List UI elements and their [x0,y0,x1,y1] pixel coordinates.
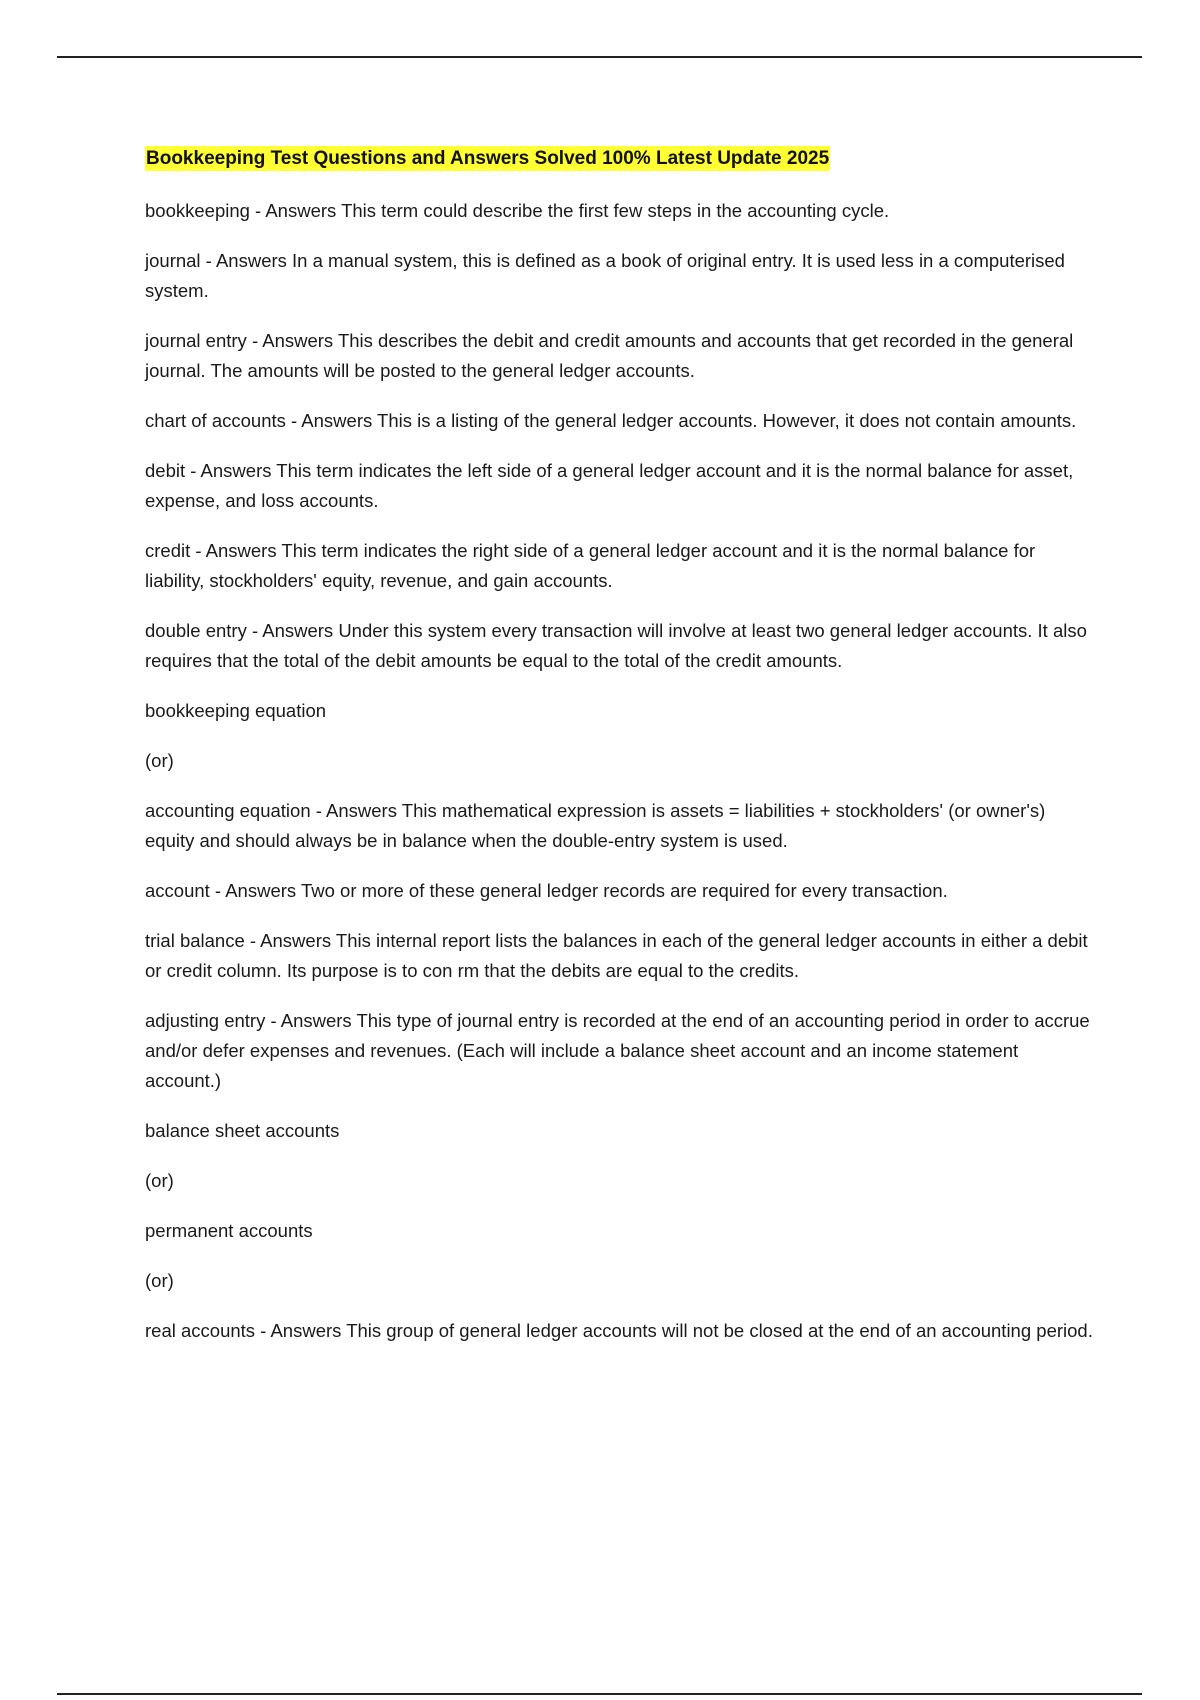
entry-or-1: (or) [145,750,174,771]
entry-journal: journal - Answers In a manual system, this is defined as a book of original entry. It is used less in a computerised system. [145,250,1065,301]
entry-bookkeeping: bookkeeping - Answers This term could describe the first few steps in the accounting cycle. [145,200,890,221]
entry-journal-entry: journal entry - Answers This describes the debit and credit amounts and accounts that get recorded in the general journal. The amounts will be posted to the general ledger accounts. [145,330,1074,381]
entry-or-2: (or) [145,1170,174,1191]
entry-accounting-equation: accounting equation - Answers This mathematical expression is assets = liabilities + stockholders' (or owner's) equity and should always be in balance when the double-entry system is used. [145,800,1046,851]
entry-account: account - Answers Two or more of these general ledger records are required for every transaction. [145,880,948,901]
entry-or-3: (or) [145,1270,174,1291]
entry-double-entry: double entry - Answers Under this system every transaction will involve at least two general ledger accounts. It also requires that the total of the debit amounts be equal to the total of the credit amounts. [145,620,1087,671]
entry-adjusting-entry: adjusting entry - Answers This type of journal entry is recorded at the end of an accounting period in order to accrue and/or defer expenses and revenues. (Each will include a balance sheet account and an income statement account.) [145,1010,1090,1091]
entry-balance-sheet-accounts: balance sheet accounts [145,1120,340,1141]
header-rule [57,56,1142,58]
document-title: Bookkeeping Test Questions and Answers Solved 100% Latest Update 2025 [146,148,830,169]
entry-permanent-accounts: permanent accounts [145,1220,313,1241]
footer-rule [57,1693,1142,1695]
entry-debit: debit - Answers This term indicates the left side of a general ledger account and it is the normal balance for asset, expense, and loss accounts. [145,460,1074,511]
entry-bookkeeping-equation: bookkeeping equation [145,700,327,721]
entry-real-accounts: real accounts - Answers This group of general ledger accounts will not be closed at the end of an accounting period. [145,1320,1093,1341]
entry-trial-balance: trial balance - Answers This internal report lists the balances in each of the general ledger accounts in either a debit or credit column. Its purpose is to con rm that the debits are equal to the credits. [145,930,1088,981]
entry-credit: credit - Answers This term indicates the right side of a general ledger account and it is the normal balance for liability, stockholders' equity, revenue, and gain accounts. [145,540,1036,591]
entry-chart-of-accounts: chart of accounts - Answers This is a listing of the general ledger accounts. However, it does not contain amounts. [145,410,1077,431]
document-body [145,146,1095,1366]
